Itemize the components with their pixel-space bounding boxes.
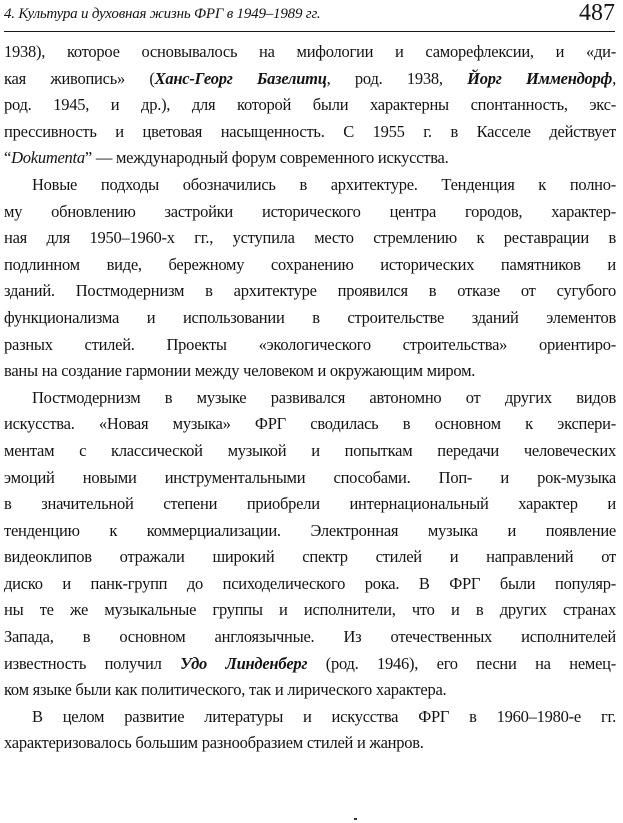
text-run: ментам с классической музыкой и попыткам передачи человеческих — [4, 440, 616, 460]
text-line — [4, 597, 616, 624]
text-line — [4, 465, 616, 492]
paragraph — [4, 704, 616, 757]
footer-mark — [354, 818, 357, 820]
text-run: , род. 1938, — [326, 68, 468, 88]
text-line — [4, 651, 616, 678]
text-line — [4, 544, 616, 571]
text-line — [4, 39, 616, 66]
text-line — [4, 199, 616, 226]
text-run: род. 1945, и др.), для которой были характерны спонтанность, экс- — [4, 95, 616, 115]
text-run: ная для 1950–1960-х гг., уступила место стремлению к реставрации в — [4, 228, 616, 248]
text-run: зданий. Постмодернизм в архитектуре проявился в отказе от сугубого — [4, 281, 616, 301]
text-run: ны те же музыкальные группы и исполнители, что и в других странах — [4, 600, 616, 620]
text-line — [4, 730, 616, 757]
text-line — [4, 225, 616, 252]
text-run: прессивность и цветовая насыщенность. С 1955 г. в Касселе действует — [4, 121, 616, 141]
text-run: искусства. «Новая музыка» ФРГ сводилась в основном к экспери- — [4, 414, 616, 434]
text-run: , — [612, 68, 616, 88]
text-run: ” — международный форум современного искусства. — [84, 148, 449, 168]
text-line — [4, 92, 616, 119]
text-run: функционализма и использовании в строительстве зданий элементов — [4, 307, 616, 327]
body-text — [4, 39, 616, 757]
text-line — [4, 332, 616, 359]
person-name: Удо Линденберг — [180, 653, 308, 673]
text-run: подлинном виде, бережному сохранению исторических памятников и — [4, 254, 616, 274]
text-line — [4, 411, 616, 438]
italic-term: Dokumenta — [11, 148, 85, 168]
text-line — [4, 278, 616, 305]
text-run: в значительной степени приобрели интернациональный характер и — [4, 494, 616, 514]
text-run: (род. 1946), его песни на немец- — [307, 653, 616, 673]
text-line — [4, 571, 616, 598]
text-run: му обновлению застройки исторического центра городов, характер- — [4, 201, 616, 221]
text-line — [4, 438, 616, 465]
text-run: ваны на создание гармонии между человеком и окружающим миром. — [4, 361, 476, 381]
text-run: эмоций новыми инструментальными способами. Поп- и рок-музыка — [4, 467, 616, 487]
text-line — [4, 172, 616, 199]
person-name: Йорг Иммендорф — [467, 68, 613, 88]
text-line — [4, 358, 616, 385]
paragraph — [4, 172, 616, 385]
text-run: ком языке были как политического, так и лирического характера. — [4, 680, 447, 700]
text-line — [4, 677, 616, 704]
text-run: “ — [4, 148, 12, 168]
text-run: 1938), которое основывалось на мифологии и саморефлексии, и «ди- — [4, 42, 616, 61]
text-line — [4, 119, 616, 146]
person-name: Ханс-Георг Базелитц — [154, 68, 327, 88]
text-run: Постмодернизм в музыке развивался автономно от других видов — [32, 387, 616, 407]
text-run: Новые подходы обозначились в архитектуре. Тенденция к полно- — [32, 174, 616, 194]
text-run: характеризовалось большим разнообразием стилей и жанров. — [4, 733, 424, 753]
page-header — [4, 0, 615, 32]
text-run: видеоклипов отражали широкий спектр стилей и направлений от — [4, 547, 616, 567]
text-run: известность получил — [4, 653, 181, 673]
text-line — [4, 252, 616, 279]
paragraph — [4, 39, 616, 172]
running-head: 4. Культура и духовная жизнь ФРГ в 1949–1989 гг. — [4, 6, 321, 22]
paragraph — [4, 385, 616, 704]
page-number: 487 — [579, 0, 615, 26]
text-run: В целом развитие литературы и искусства ФРГ в 1960–1980-е гг. — [32, 706, 616, 726]
text-line — [4, 518, 616, 545]
text-line — [4, 66, 616, 93]
text-line — [4, 385, 616, 412]
text-run: диско и панк-групп до психоделического рока. В ФРГ были популяр- — [4, 573, 616, 593]
text-run: разных стилей. Проекты «экологического строительства» ориентиро- — [4, 334, 616, 354]
text-line — [4, 491, 616, 518]
text-run: тенденцию к коммерциализации. Электронная музыка и появление — [4, 520, 616, 540]
text-run: Запада, в основном англоязычные. Из отечественных исполнителей — [4, 627, 616, 647]
text-run: кая живопись» ( — [4, 68, 155, 88]
text-line — [4, 305, 616, 332]
text-line — [4, 624, 616, 651]
text-line — [4, 145, 616, 172]
text-line — [4, 704, 616, 731]
